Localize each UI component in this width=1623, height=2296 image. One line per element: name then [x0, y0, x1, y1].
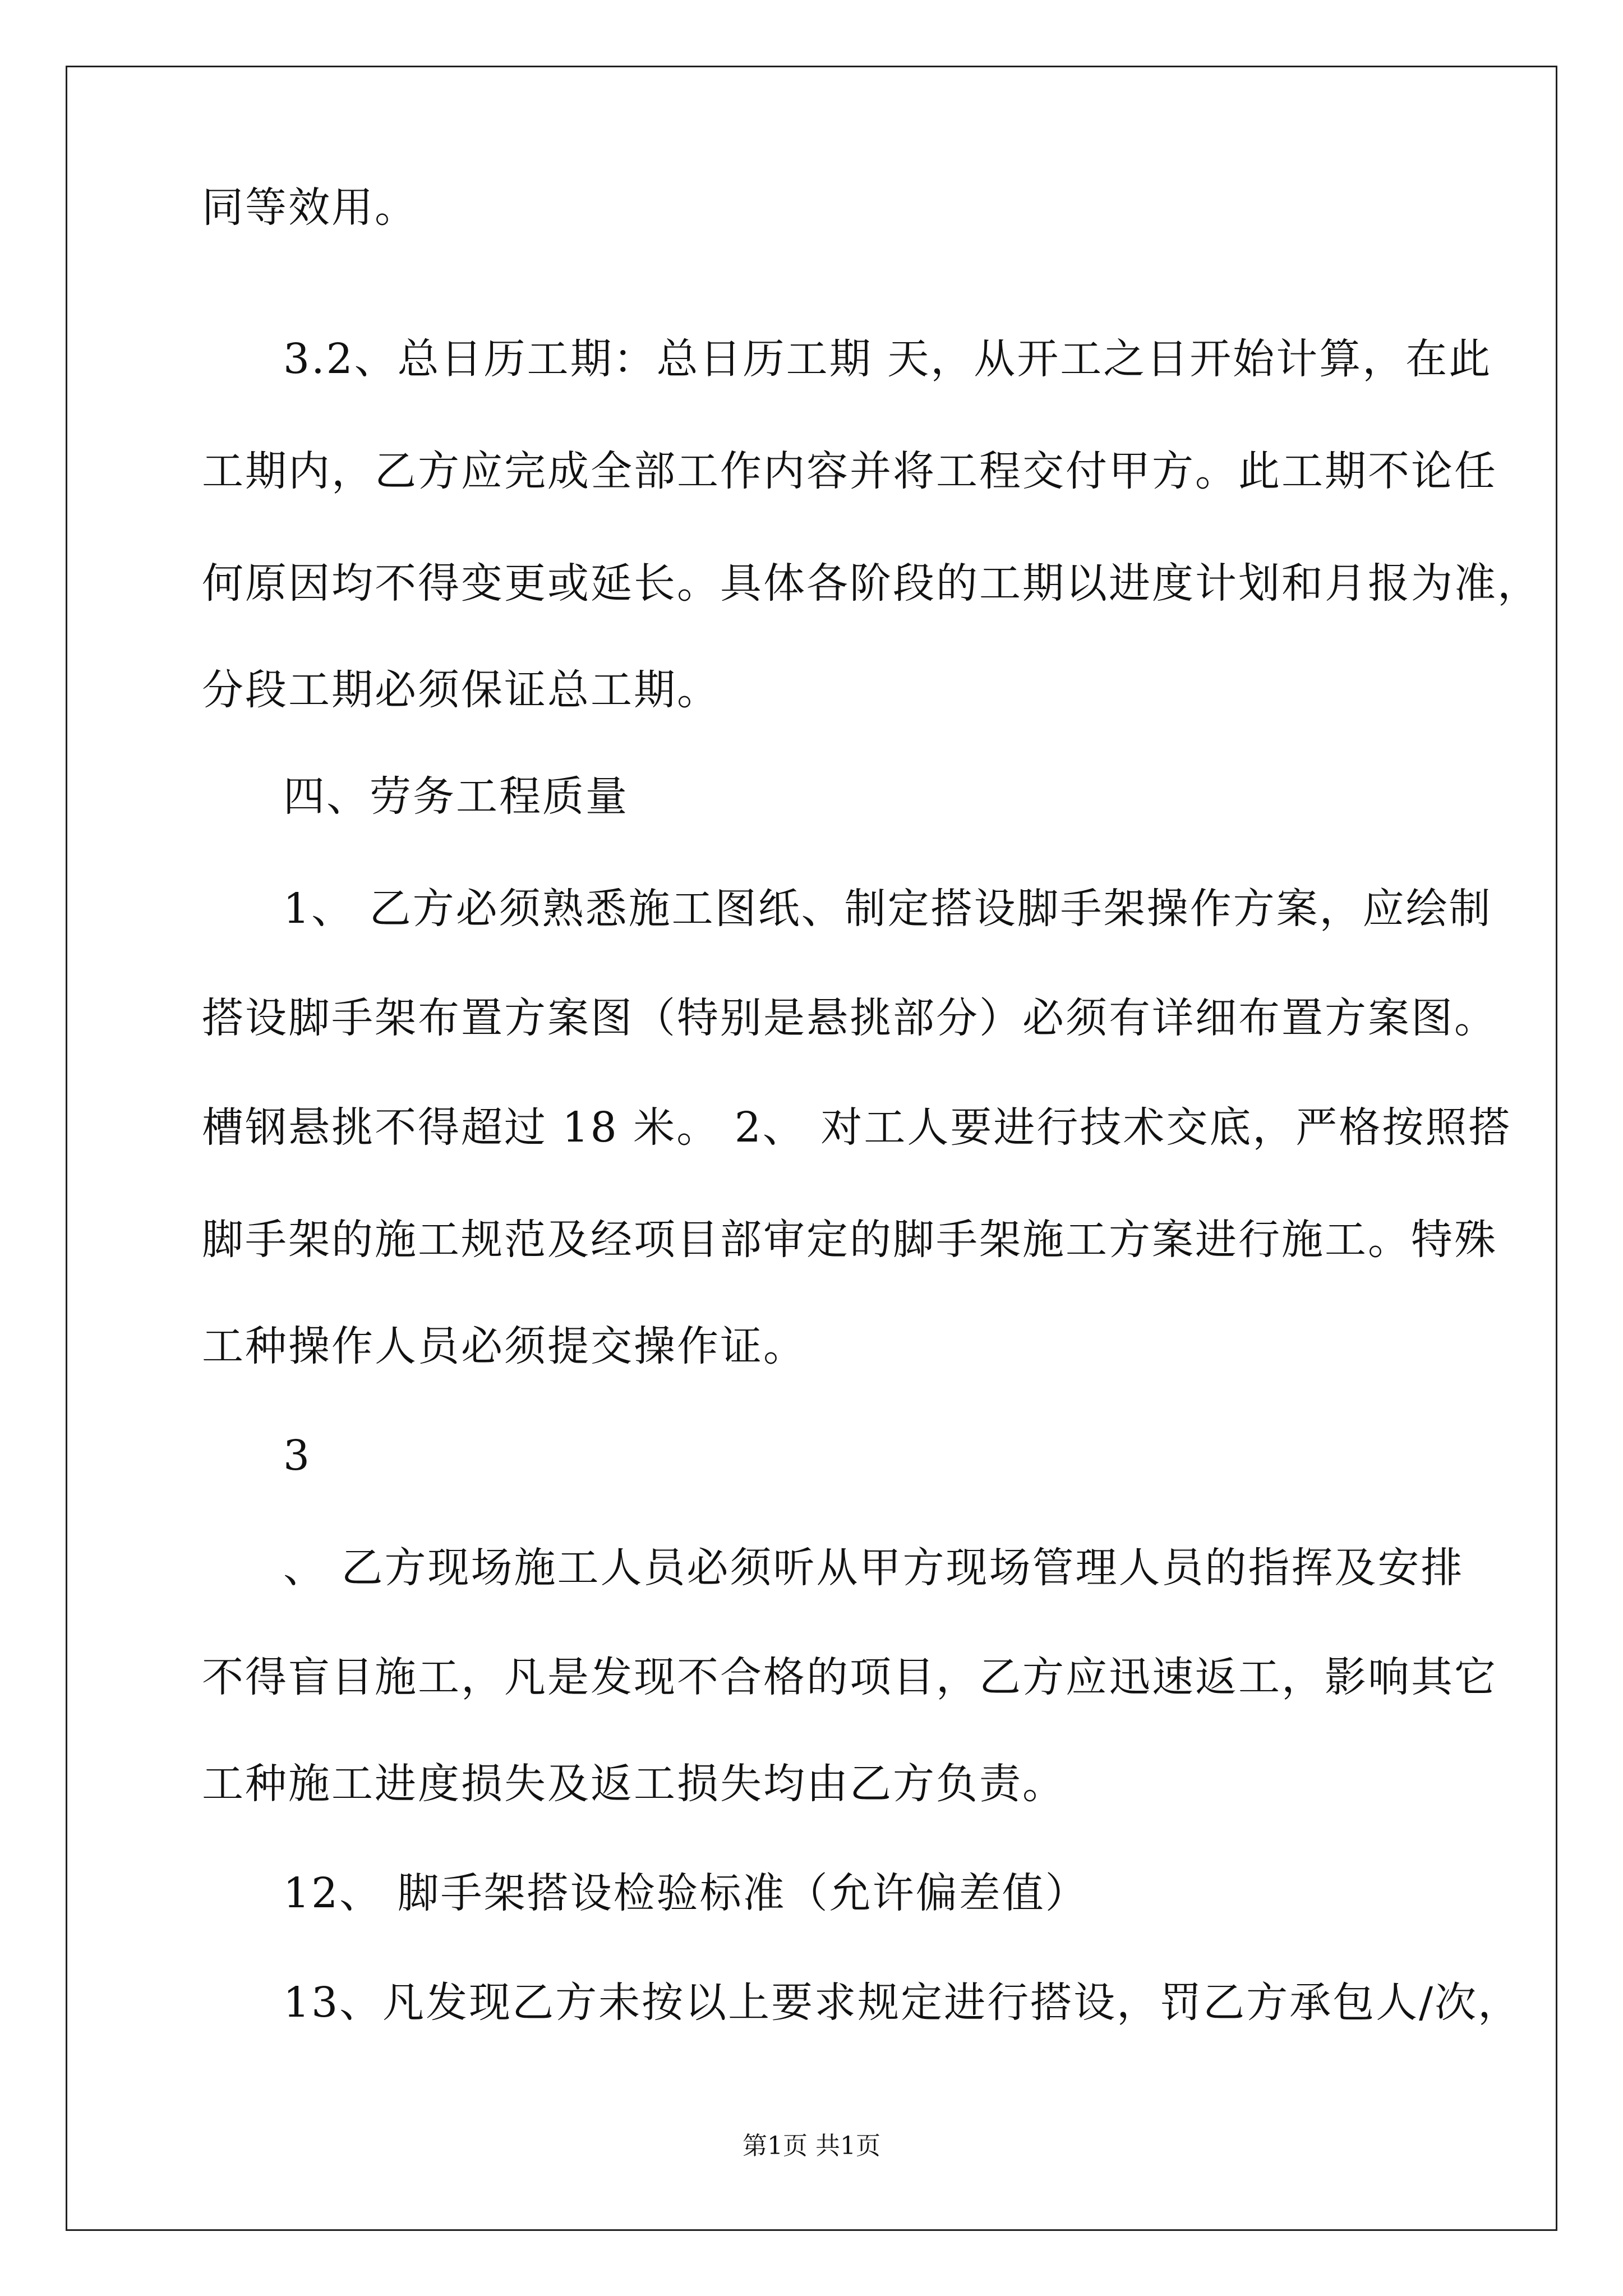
text-line: 工种操作人员必须提交操作证。	[202, 1322, 806, 1370]
text-line: 分段工期必须保证总工期。	[202, 666, 720, 714]
text-line: 同等效用。	[202, 183, 418, 232]
text-line: 、 乙方现场施工人员必须听从甲方现场管理人员的指挥及安排	[283, 1544, 1464, 1592]
text-line: 脚手架的施工规范及经项目部审定的脚手架施工方案进行施工。特殊	[202, 1216, 1497, 1264]
text-line: 工期内，乙方应完成全部工作内容并将工程交付甲方。此工期不论任	[202, 447, 1497, 495]
text-line: 搭设脚手架布置方案图（特别是悬挑部分）必须有详细布置方案图。	[202, 994, 1497, 1042]
text-line: 3.2、总日历工期：总日历工期 天，从开工之日开始计算，在此	[283, 335, 1492, 383]
text-line: 不得盲目施工，凡是发现不合格的项目，乙方应迅速返工，影响其它	[202, 1653, 1497, 1701]
text-line: 13、凡发现乙方未按以上要求规定进行搭设，罚乙方承包人/次，	[283, 1978, 1521, 2027]
page-footer: 第1页 共1页	[743, 2132, 880, 2160]
text-line: 3	[283, 1432, 312, 1480]
text-line: 12、 脚手架搭设检验标准（允许偏差值）	[283, 1869, 1089, 1917]
section-heading: 四、劳务工程质量	[283, 772, 629, 821]
text-line: 槽钢悬挑不得超过 18 米。 2、 对工人要进行技术交底，严格按照搭	[202, 1103, 1512, 1152]
text-line: 工种施工进度损失及返工损失均由乙方负责。	[202, 1760, 1066, 1808]
text-line: 1、 乙方必须熟悉施工图纸、制定搭设脚手架操作方案，应绘制	[283, 885, 1492, 933]
text-line: 何原因均不得变更或延长。具体各阶段的工期以进度计划和月报为准，	[202, 559, 1541, 608]
